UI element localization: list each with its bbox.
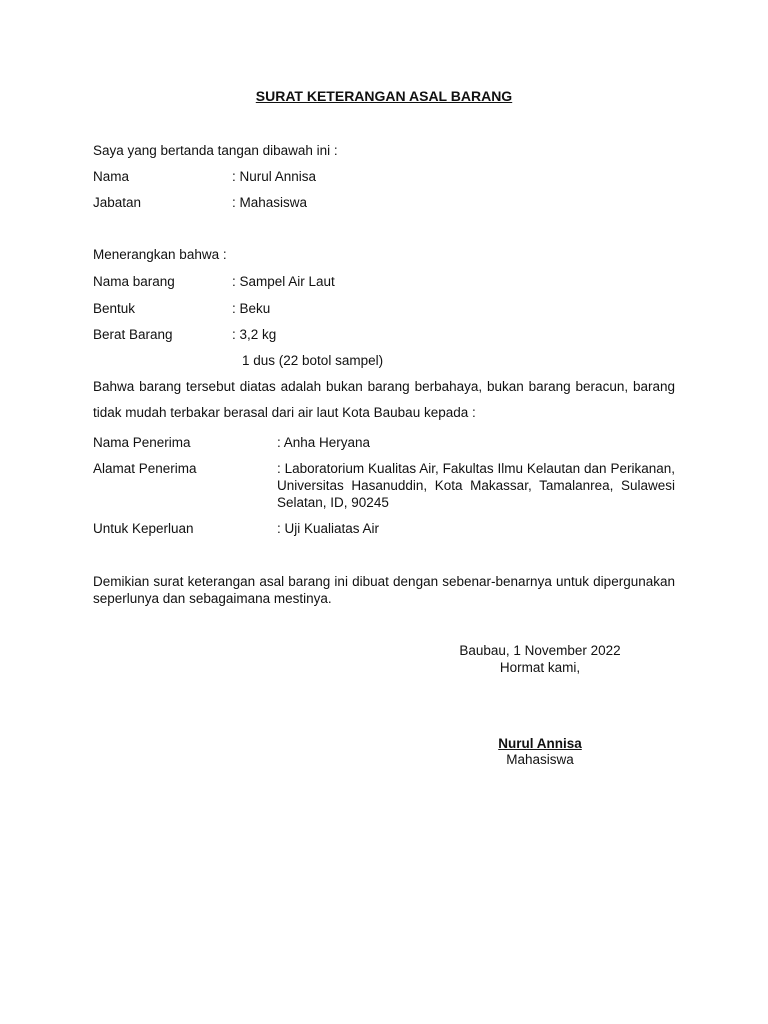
recipient-address-value: : Laboratorium Kualitas Air, Fakultas Ilmu Kelautan dan Perikanan, Universitas Hasanuddin, Kota Makassar, Tamalanrea, Sulawesi Selatan, ID, 90245 bbox=[277, 461, 675, 510]
letter-title: SURAT KETERANGAN ASAL BARANG bbox=[255, 88, 513, 104]
item-name-value: : Sampel Air Laut bbox=[232, 274, 335, 289]
declare-text: Menerangkan bahwa : bbox=[93, 247, 227, 262]
item-name-label: Nama barang bbox=[93, 274, 175, 289]
item-weight-note: 1 dus (22 botol sampel) bbox=[242, 353, 384, 368]
signer-position-label: Jabatan bbox=[93, 195, 142, 210]
item-weight-value: : 3,2 kg bbox=[232, 327, 277, 342]
regards-text: Hormat kami, bbox=[499, 660, 581, 675]
purpose-label: Untuk Keperluan bbox=[93, 521, 194, 536]
item-weight-label: Berat Barang bbox=[93, 327, 173, 342]
intro-text: Saya yang bertanda tangan dibawah ini : bbox=[93, 143, 338, 158]
item-weight-row bbox=[93, 326, 276, 343]
signer-signature-role: Mahasiswa bbox=[506, 752, 574, 767]
recipient-name-label: Nama Penerima bbox=[93, 435, 191, 450]
recipient-name-row bbox=[93, 434, 370, 451]
purpose-value: : Uji Kualiatas Air bbox=[277, 521, 380, 536]
signer-signature-name: Nurul Annisa bbox=[498, 736, 582, 751]
item-form-value: : Beku bbox=[232, 301, 271, 316]
signer-name-row bbox=[93, 168, 316, 185]
place-date: Baubau, 1 November 2022 bbox=[459, 643, 621, 658]
statement-paragraph: Bahwa barang tersebut diatas adalah bukan barang berbahaya, bukan barang beracun, barang tidak mudah terbakar berasal dari air laut Kota Baubau kepada : bbox=[93, 379, 675, 420]
item-form-row bbox=[93, 300, 270, 317]
recipient-name-value: : Anha Heryana bbox=[277, 435, 371, 450]
signer-position-value: : Mahasiswa bbox=[232, 195, 308, 210]
purpose-row bbox=[93, 520, 379, 537]
closing-paragraph: Demikian surat keterangan asal barang ini dibuat dengan sebenar-benarnya untuk dipergunakan seperlunya dan sebagaimana mestinya. bbox=[93, 574, 675, 606]
item-form-label: Bentuk bbox=[93, 301, 136, 316]
signer-name-label: Nama bbox=[93, 169, 130, 184]
recipient-address-label: Alamat Penerima bbox=[93, 461, 197, 476]
signer-position-row bbox=[93, 194, 307, 211]
item-name-row bbox=[93, 273, 335, 290]
signer-name-value: : Nurul Annisa bbox=[232, 169, 317, 184]
